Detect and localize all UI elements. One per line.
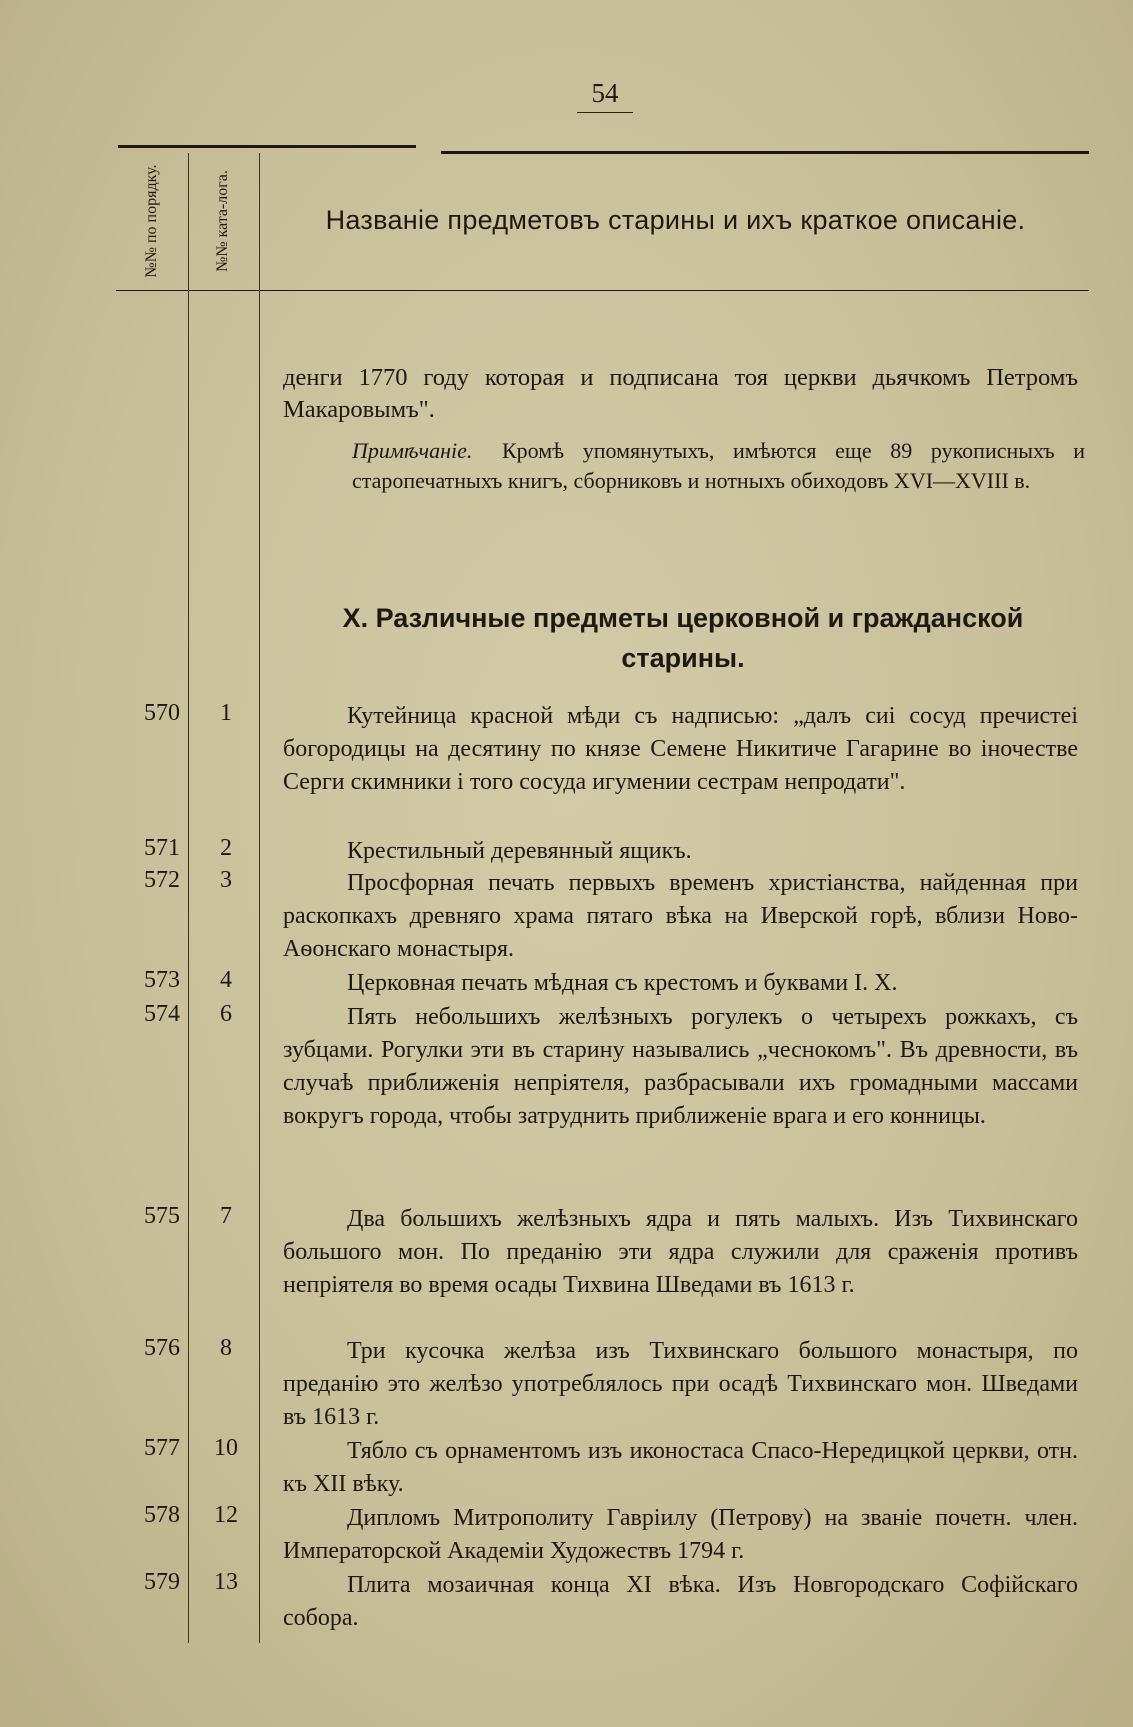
entry-description: Церковная печать мѣдная съ крестомъ и буквами І. X. bbox=[347, 970, 898, 996]
entry-catalog-number: 13 bbox=[214, 1569, 238, 1595]
note-label: Примѣчаніе. bbox=[352, 438, 473, 463]
header-rule-bottom bbox=[116, 290, 1089, 291]
entry-catalog-number: 7 bbox=[220, 1203, 232, 1229]
column-header-catalog: №№ катa-лога. bbox=[214, 170, 231, 272]
entry-number: 571 bbox=[144, 835, 180, 861]
column-header-order: №№ по порядку. bbox=[143, 164, 160, 278]
entry-description: Дипломъ Митрополиту Гавріилу (Петрову) на званіе почетн. член. Императорской Академіи Художествъ 1794 г. bbox=[283, 1505, 1078, 1564]
entry-number: 573 bbox=[144, 967, 180, 993]
column-divider-1 bbox=[188, 153, 189, 1643]
entry-catalog-number: 8 bbox=[220, 1335, 232, 1361]
entry-catalog-number: 12 bbox=[214, 1502, 238, 1528]
entry-number: 579 bbox=[144, 1569, 180, 1595]
header-rule-right bbox=[441, 151, 1089, 154]
entry-number: 572 bbox=[144, 867, 180, 893]
header-rule-left bbox=[118, 145, 416, 148]
section-title: X. Различные предметы церковной и гражданской старины. bbox=[342, 603, 1024, 673]
entry-description: Крестильный деревянный ящикъ. bbox=[347, 838, 692, 864]
page-number: 54 bbox=[591, 78, 619, 108]
entry-number: 577 bbox=[144, 1435, 180, 1461]
entry-catalog-number: 10 bbox=[214, 1435, 238, 1461]
entry-description: Три кусочка желѣза изъ Тихвинскаго большого монастыря, по преданію это желѣзо употреблялось при осадѣ Тихвинскаго мон. Шведами въ 1613 г. bbox=[283, 1338, 1078, 1430]
column-divider-2 bbox=[259, 153, 260, 1643]
page-number-underline bbox=[577, 112, 633, 113]
entry-number: 576 bbox=[144, 1335, 180, 1361]
entry-catalog-number: 6 bbox=[220, 1001, 232, 1027]
entry-description: Плита мозаичная конца XI вѣка. Изъ Новгородскаго Софійскаго собора. bbox=[283, 1572, 1078, 1631]
entry-catalog-number: 1 bbox=[220, 700, 232, 726]
column-header-title: Названіе предметовъ старины и ихъ краткое описаніе. bbox=[325, 205, 1026, 235]
entry-number: 574 bbox=[144, 1001, 180, 1027]
entry-number: 578 bbox=[144, 1502, 180, 1528]
entry-description: Кутейница красной мѣди съ надписью: „далъ сиі сосуд пречистеі богородицы на десятину по князе Семене Никитиче Гагарине во іночестве Серги скимники і того сосуда игумении сестрам непродати". bbox=[283, 703, 1078, 795]
entry-description: Два большихъ желѣзныхъ ядра и пять малыхъ. Изъ Тихвинскаго большого мон. По преданію эти ядра служили для сраженія противъ непріятеля во время осады Тихвина Шведами въ 1613 г. bbox=[283, 1206, 1078, 1298]
note-text: Кромѣ упомянутыхъ, имѣются еще 89 рукописныхъ и старопечатныхъ книгъ, сборниковъ и нотныхъ обиходовъ XVI—XVIII в. bbox=[352, 438, 1085, 493]
entry-catalog-number: 3 bbox=[220, 867, 232, 893]
entry-number: 575 bbox=[144, 1203, 180, 1229]
entry-catalog-number: 4 bbox=[220, 967, 232, 993]
entry-description: Пять небольшихъ желѣзныхъ рогулекъ о четырехъ рожкахъ, съ зубцами. Рогулки эти въ старину назывались „чеснокомъ". Въ древности, въ случаѣ приближенія непріятеля, разбрасывали ихъ громадными массами вокругъ города, чтобы затруднить приближеніе врага и его конницы. bbox=[283, 1004, 1078, 1129]
entry-description: Тябло съ орнаментомъ изъ иконостаса Спасо-Нередицкой церкви, отн. къ XII вѣку. bbox=[283, 1438, 1078, 1497]
entry-catalog-number: 2 bbox=[220, 835, 232, 861]
intro-text: денги 1770 году которая и подписана тоя церкви дьячкомъ Петромъ Макаровымъ". bbox=[283, 364, 1078, 423]
entry-number: 570 bbox=[144, 700, 180, 726]
entry-description: Просфорная печать первыхъ временъ христіанства, найденная при раскопкахъ древняго храма пятаго вѣка на Иверской горѣ, вблизи Ново-Аѳонскаго монастыря. bbox=[283, 870, 1078, 962]
